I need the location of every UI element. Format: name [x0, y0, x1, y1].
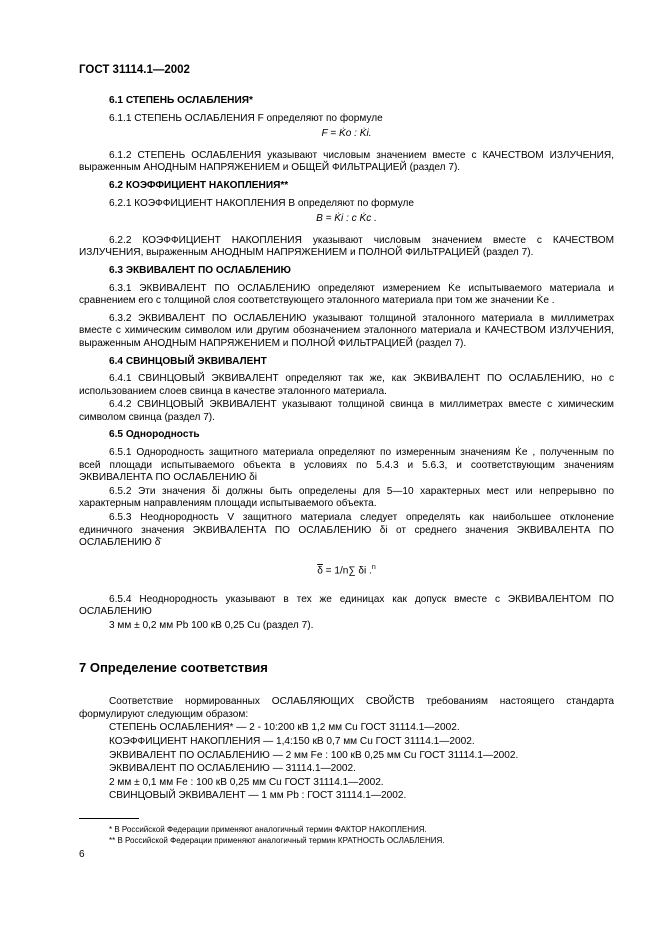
formula-upper-limit: n: [371, 563, 376, 571]
section-6-2-title: 6.2 КОЭФФИЦИЕНТ НАКОПЛЕНИЯ**: [109, 179, 289, 191]
page-content: [79, 93, 614, 846]
footnote-2: ** В Российской Федерации применяют аналогичный термин КРАТНОСТЬ ОСЛАБЛЕНИЯ.: [109, 835, 445, 845]
para-6-4-2: 6.4.2 СВИНЦОВЫЙ ЭКВИВАЛЕНТ указывают толщиной свинца в миллиметрах вместе с химическим символом свинца (раздел 7).: [79, 399, 614, 423]
conformity-line: КОЭФФИЦИЕНТ НАКОПЛЕНИЯ — 1,4:150 кВ 0,7 мм Cu ГОСТ 31114.1—2002.: [109, 735, 475, 747]
para-6-3-2: 6.3.2 ЭКВИВАЛЕНТ ПО ОСЛАБЛЕНИЮ указывают толщиной эталонного материала в миллиметрах вместе с химическим символом или другим обозначением эталонного материала и КАЧЕСТВОМ ИЗЛУЧЕНИЯ, выраженным АНОДНЫМ НАПРЯЖЕНИЕМ и ПОЛНОЙ ФИЛЬТРАЦИЕЙ (раздел 7).: [79, 312, 614, 349]
formula-B: B = K̇i : c K̇c .: [316, 213, 377, 225]
para-6-5-2: 6.5.2 Эти значения δi должны быть определены для 5—10 характерных мест или непрерывно по характерным направлениям площади испытываемого объекта.: [79, 485, 614, 510]
para-6-5-1: 6.5.1 Однородность защитного материала определяют по измеренным значениям K̇e , полученным по всей площади испытываемого объекта в условиях по 5.4.3 и 5.6.3, и соответствующим значениям ЭКВИВАЛЕНТА ПО ОСЛАБЛЕНИЮ δi: [79, 447, 614, 484]
conformity-line: 2 мм ± 0,1 мм Fe : 100 кВ 0,25 мм Cu ГОСТ 31114.1—2002.: [109, 776, 384, 788]
conformity-line: ЭКВИВАЛЕНТ ПО ОСЛАБЛЕНИЮ — 2 мм Fe : 100 кВ 0,25 мм Cu ГОСТ 31114.1—2002.: [109, 749, 519, 761]
para-6-1-2: 6.1.2 СТЕПЕНЬ ОСЛАБЛЕНИЯ указывают числовым значением вместе с КАЧЕСТВОМ ИЗЛУЧЕНИЯ, выраженным АНОДНЫМ НАПРЯЖЕНИЕМ и ОБЩЕЙ ФИЛЬТРАЦИЕЙ (раздел 7).: [79, 149, 614, 174]
para-6-2-1: 6.2.1 КОЭФФИЦИЕНТ НАКОПЛЕНИЯ B определяют по формуле: [109, 197, 415, 209]
example-tolerance: 3 мм ± 0,2 мм Pb 100 кВ 0,25 Cu (раздел 7).: [109, 619, 314, 631]
section-6-3-title: 6.3 ЭКВИВАЛЕНТ ПО ОСЛАБЛЕНИЮ: [109, 264, 291, 276]
formula-F: F = K̇o : K̇i.: [321, 128, 372, 140]
para-6-2-2: 6.2.2 КОЭФФИЦИЕНТ НАКОПЛЕНИЯ указывают числовым значением вместе с КАЧЕСТВОМ ИЗЛУЧЕНИЯ, выраженным АНОДНЫМ НАПРЯЖЕНИЕМ и ПОЛНОЙ ФИЛЬТРАЦИЕЙ (раздел 7).: [79, 234, 614, 259]
formula-mean-delta: [79, 562, 614, 578]
conformity-line: ЭКВИВАЛЕНТ ПО ОСЛАБЛЕНИЮ — 31114.1—2002.: [109, 763, 356, 775]
section-6-1-title: 6.1 СТЕПЕНЬ ОСЛАБЛЕНИЯ*: [109, 95, 253, 106]
section-7-title: 7 Определение соответствия: [79, 659, 268, 675]
conformity-line: СТЕПЕНЬ ОСЛАБЛЕНИЯ* — 2 - 10:200 кВ 1,2 мм Cu ГОСТ 31114.1—2002.: [109, 722, 460, 734]
section-6-4-title: 6.4 СВИНЦОВЫЙ ЭКВИВАЛЕНТ: [109, 355, 267, 367]
formula-mean-rhs: = 1/n∑ δi .: [322, 565, 372, 577]
footnote-1: * В Российской Федерации применяют аналогичный термин ФАКТОР НАКОПЛЕНИЯ.: [109, 824, 427, 834]
section-6-5-title: 6.5 Однородность: [109, 429, 200, 441]
formula-mean-lhs: $\overline{\delta}$: [317, 565, 323, 577]
para-6-4-1: 6.4.1 СВИНЦОВЫЙ ЭКВИВАЛЕНТ определяют так же, как ЭКВИВАЛЕНТ ПО ОСЛАБЛЕНИЮ, но с использованием слоев свинца в качестве эталонного материала.: [79, 373, 614, 397]
footnote-divider: [79, 818, 139, 819]
para-6-5-3: 6.5.3 Неоднородность V защитного материала следует определять как наибольшее отклонение единичного значения ЭКВИВАЛЕНТА ПО ОСЛАБЛЕНИЮ δi от среднего значения ЭКВИВАЛЕНТА ПО ОСЛАБЛЕНИЮ δ̄: [79, 512, 614, 549]
para-6-1-1: 6.1.1 СТЕПЕНЬ ОСЛАБЛЕНИЯ F определяют по формуле: [109, 112, 383, 124]
page-number: 6: [79, 849, 85, 860]
conformity-line: СВИНЦОВЫЙ ЭКВИВАЛЕНТ — 1 мм Pb : ГОСТ 31114.1—2002.: [109, 790, 407, 802]
para-6-3-1: 6.3.1 ЭКВИВАЛЕНТ ПО ОСЛАБЛЕНИЮ определяют измерением K̇e испытываемого материала и сравнением его с толщиной слоя соответствующего эталонного материала при том же значении K̇e .: [79, 282, 614, 307]
section-7-intro: Соответствие нормированных ОСЛАБЛЯЮЩИХ СВОЙСТВ требованиям настоящего стандарта формулируют следующим образом:: [79, 696, 614, 720]
conformity-list: [79, 722, 614, 803]
page-header: ГОСТ 31114.1—2002: [79, 64, 190, 76]
para-6-5-4: 6.5.4 Неоднородность указывают в тех же единицах как допуск вместе с ЭКВИВАЛЕНТОМ ПО ОСЛАБЛЕНИЮ: [79, 593, 614, 618]
